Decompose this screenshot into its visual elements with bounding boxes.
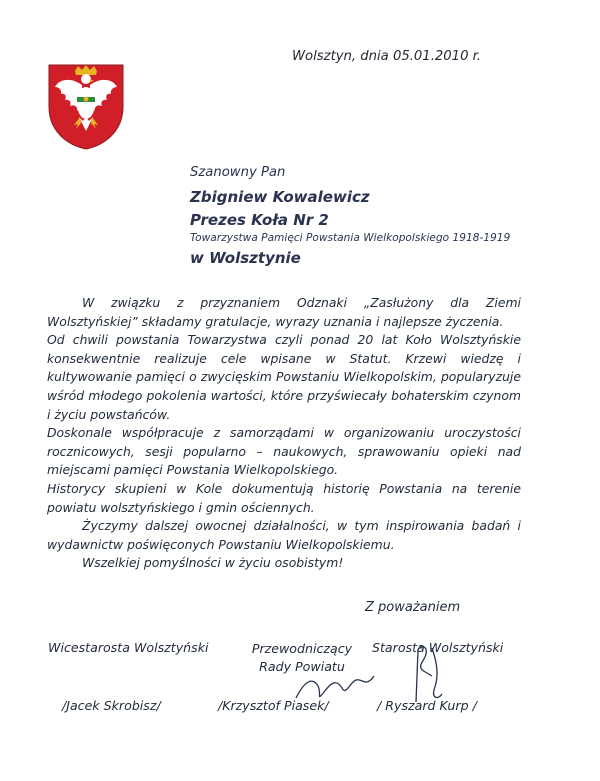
signatory-name-starost: / Ryszard Kurp / <box>377 698 477 713</box>
closing-phrase: Z poważaniem <box>365 600 461 615</box>
signatory-name-vice-starost: /Jacek Skrobisz/ <box>62 698 161 713</box>
recipient-organization: Towarzystwa Pamięci Powstania Wielkopolskiego 1918-1919 <box>190 232 511 244</box>
recipient-title: Prezes Koła Nr 2 <box>190 211 329 229</box>
paragraph-congratulations: W związku z przyznaniem Odznaki „Zasłużony dla Ziemi Wolsztyńskiej” składamy gratulacje, wyrazy uznania i najlepsze życzenia. <box>47 295 521 329</box>
crowned-eagle-coat-of-arms-icon <box>47 63 125 151</box>
greeting: Szanowny Pan <box>190 165 286 180</box>
council-chair-role-line1: Przewodniczący <box>251 641 353 656</box>
letter-body <box>47 294 521 573</box>
paragraph-cooperation: Doskonale współpracuje z samorządami w organizowaniu uroczystości rocznicowych, sesji popularno – naukowych, sprawowaniu opieki nad miejscami pamięci Powstania Wielkopolskiego. <box>47 425 521 478</box>
paragraph-wishes: Życzymy dalszej owocnej działalności, w tym inspirowania badań i wydawnictw poświęconych Powstaniu Wielkopolskiemu. <box>47 518 521 552</box>
date-line: Wolsztyn, dnia 05.01.2010 r. <box>292 49 482 64</box>
paragraph-historians: Historycy skupieni w Kole dokumentują historię Powstania na terenie powiatu wolsztyńskiego i gmin ościennych. <box>47 480 521 515</box>
signatory-role-vice-starost: Wicestarosta Wolsztyński <box>48 640 209 655</box>
paragraph-personal-wishes: Wszelkiej pomyślności w życiu osobistym! <box>82 555 344 571</box>
recipient-location: w Wolsztynie <box>190 249 301 267</box>
signatory-name-council-chair: /Krzysztof Piasek/ <box>218 698 329 713</box>
council-chair-role-line2: Rady Powiatu <box>259 659 345 674</box>
recipient-name: Zbigniew Kowalewicz <box>190 188 370 206</box>
signatory-role-starost: Starosta Wolsztyński <box>372 640 504 655</box>
paragraph-history: Od chwili powstania Towarzystwa czyli ponad 20 lat Koło Wolsztyńskie konsekwentnie realizuje cele wpisane w Statut. Krzewi wiedzę i kultywowanie pamięci o zwycięskim Powstaniu Wielkopolskim, popularyzuje wśród młodego pokolenia wartości, które przyświecały bohaterskim czynom i życiu powstańców. <box>47 332 521 422</box>
